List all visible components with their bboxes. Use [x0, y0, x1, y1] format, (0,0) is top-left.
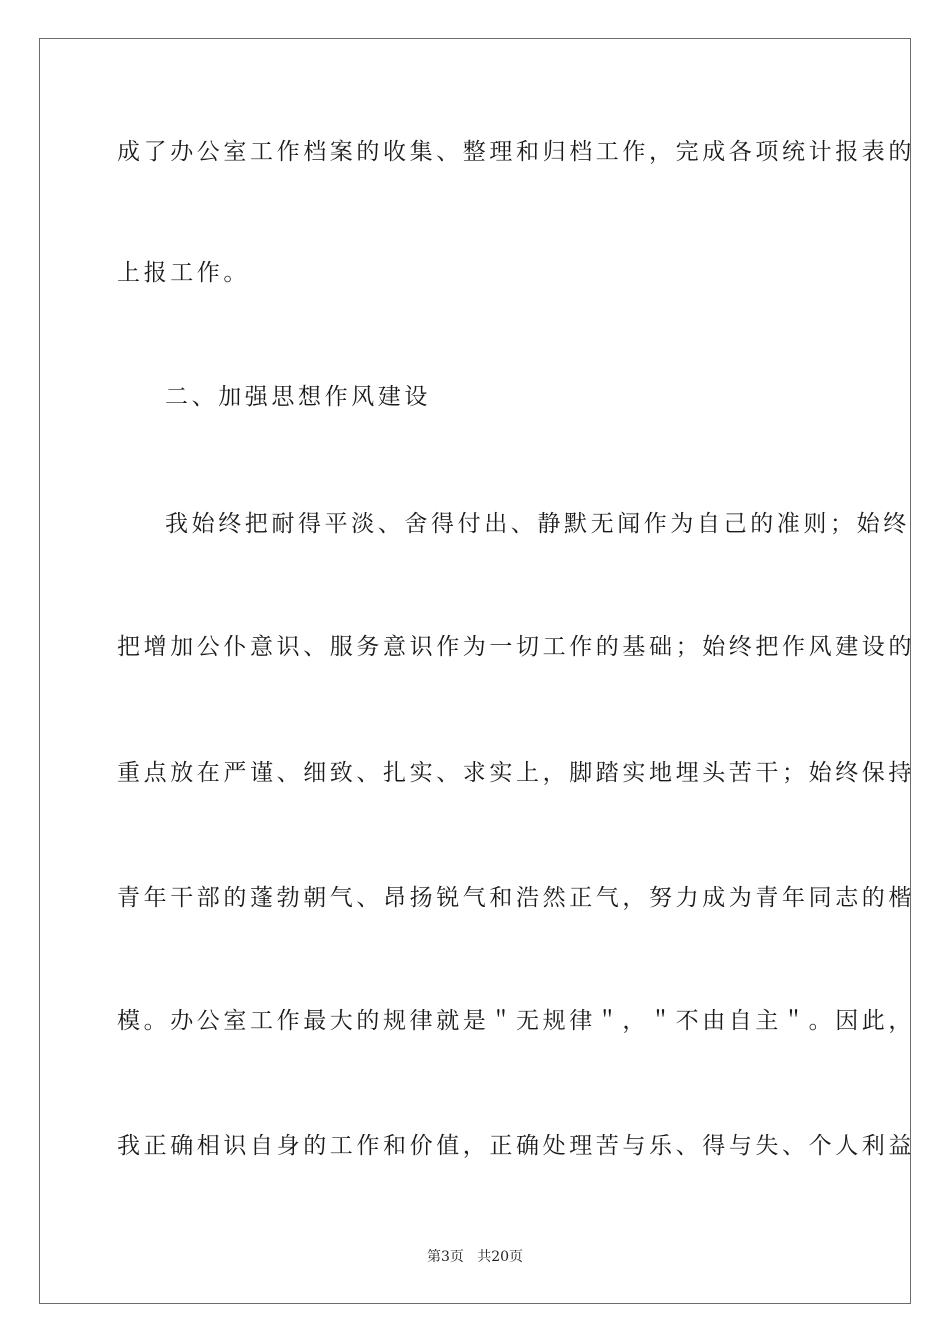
body-text-line: 上报工作。 [117, 260, 250, 286]
body-text-line: 模。办公室工作最大的规律就是＂无规律＂，＂不由自主＂。因此， [117, 1008, 915, 1034]
body-text-line: 我始终把耐得平淡、舍得付出、静默无闻作为自己的准则；始终 [165, 511, 910, 537]
body-text-line: 青年干部的蓬勃朝气、昂扬锐气和浩然正气，努力成为青年同志的楷 [117, 885, 915, 911]
section-heading: 二、加强思想作风建设 [165, 384, 431, 410]
body-text-line: 把增加公仆意识、服务意识作为一切工作的基础；始终把作风建设的 [117, 634, 915, 660]
body-text-line: 成了办公室工作档案的收集、整理和归档工作，完成各项统计报表的 [117, 139, 915, 165]
body-text-line: 我正确相识自身的工作和价值，正确处理苦与乐、得与失、个人利益 [117, 1133, 915, 1159]
page-border [39, 38, 915, 1304]
body-text-line: 重点放在严谨、细致、扎实、求实上，脚踏实地埋头苦干；始终保持 [117, 760, 915, 786]
page-number: 第3页 共20页 [426, 1249, 524, 1265]
